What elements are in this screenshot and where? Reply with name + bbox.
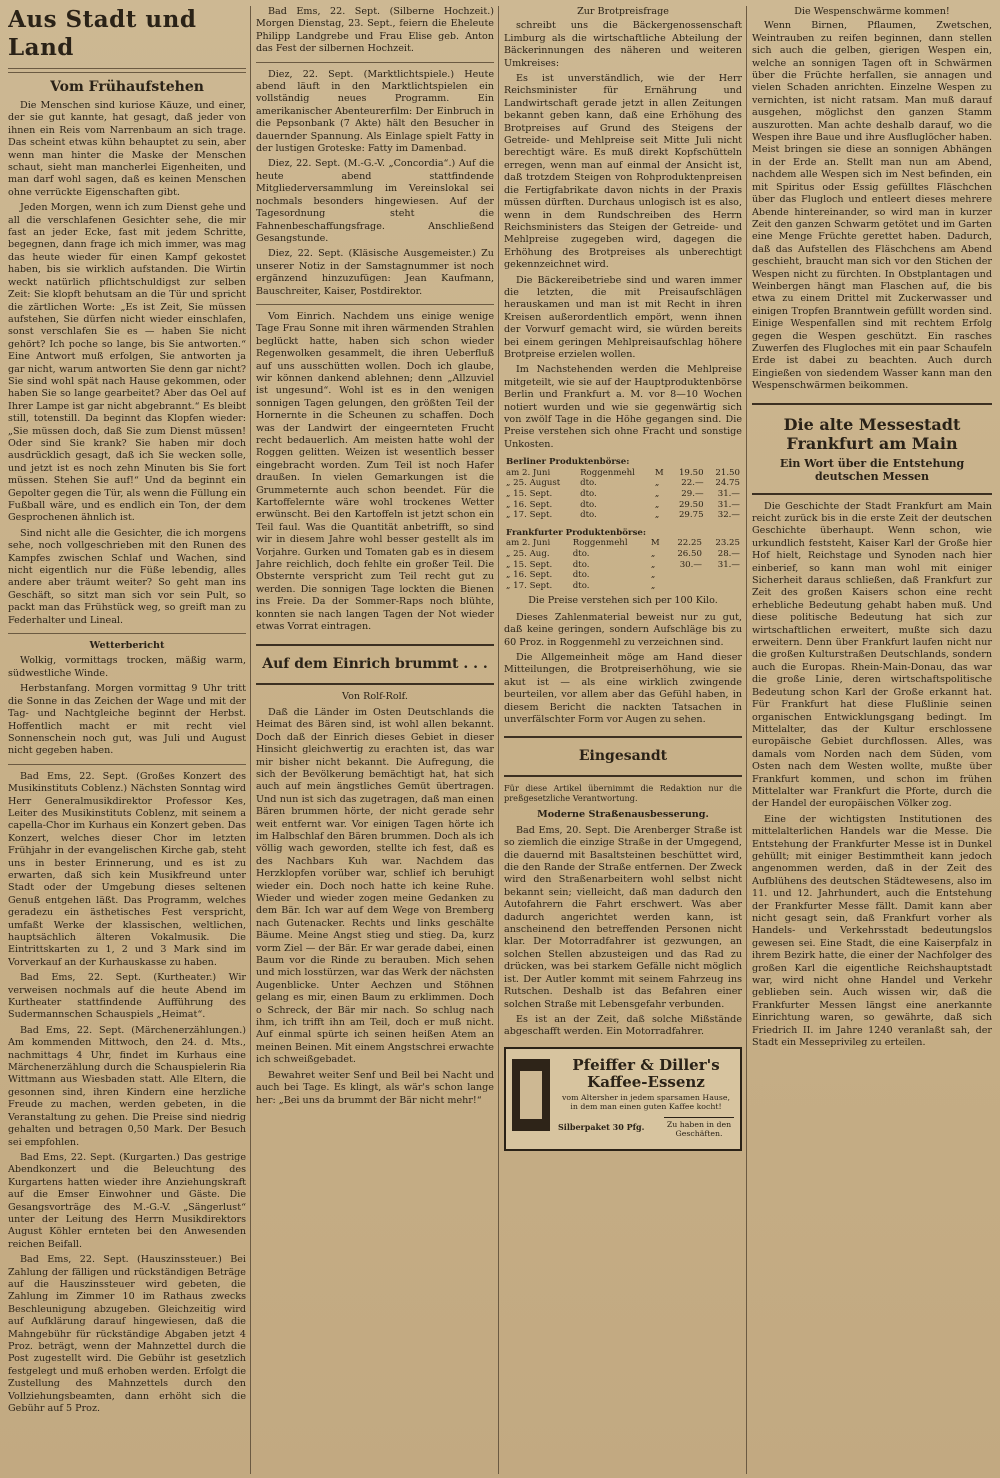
weather-heading: Wetterbericht <box>89 640 165 652</box>
divider <box>8 68 246 73</box>
story-byline: Von Rolf-Rolf. <box>342 690 408 702</box>
table-cell: „ <box>654 499 660 510</box>
divider <box>8 764 246 765</box>
table-row <box>504 560 742 571</box>
divider <box>8 633 246 634</box>
table-cell: „ <box>650 548 656 559</box>
news-item: Bad Ems, 22. Sept. (Märchenerzählungen.) Am kommenden Mittwoch, den 24. d. Mts., nachmittags 4 Uhr, findet im Kurhaus eine Märchenerzählung durch die Schauspielerin Ria Wittmann aus Wiesbaden statt. Alle Eltern, die gesonnen sind, ihren Kindern eine herzliche Freude zu machen, werden gebeten, in die Veranstaltung zu gehen. Die Preise sind niedrig gehalten und betragen 0,50 Mark. Der Besuch sei empfohlen. <box>8 1024 246 1148</box>
price-table-berlin <box>504 454 742 521</box>
advertisement <box>504 1047 742 1151</box>
table-cell: 22.25 <box>677 538 702 549</box>
table-cell: „ <box>650 559 656 570</box>
table-cell: am 2. Juni <box>506 467 551 478</box>
table-note: Die Preise verstehen sich per 100 Kilo. <box>528 595 718 607</box>
article-headline: Vom Frühaufstehen <box>50 79 204 95</box>
article-paragraph: schreibt uns die Bäckergenossenschaft Limburg als die wirtschaftliche Abteilung der Bäckerinnungen des näheren und weiteren Umkreises: <box>504 20 742 69</box>
table-cell: dto. <box>572 559 590 570</box>
article-paragraph: Die Bäckereibetriebe sind und waren immer die letzten, die mit Preisaufschlägen herauskamen und man ist mit Recht in ihren Kreisen außerordentlich empört, wenn ihnen der Vorwurf gemacht wird, sie würden bereits bei einem geringen Mehlpreisaufschlag höhere Brotpreise erzielen wollen. <box>504 274 742 360</box>
table-cell: M <box>654 467 664 478</box>
table-cell: „ 17. Sept. <box>506 510 553 521</box>
ad-price: Silberpaket 30 Pfg. <box>558 1121 645 1132</box>
table-cell: „ <box>654 510 660 521</box>
divider <box>256 304 494 305</box>
table-cell <box>666 581 704 592</box>
table-cell: „ 16. Sept. <box>506 570 553 581</box>
article-top-heading: Zur Brotpreisfrage <box>577 6 669 17</box>
table-cell: 29.75 <box>678 510 704 521</box>
news-item: Diez, 22. Sept. (M.-G.-V. „Concordia“.) Auf die heute abend stattfindende Mitgliederversammlung im Vereinslokal sei nochmals besonders hingewiesen. Auf der Tagesordnung steht die Fahnenbeschaffungsfrage. Anschließend Gesangstunde. <box>256 158 494 244</box>
table-cell: „ <box>654 478 660 489</box>
article-paragraph: Dieses Zahlenmaterial beweist nur zu gut, daß keine geringen, sondern Aufschläge bis zu 60 Proz. in Roggenmehl zu verzeichnen sind. <box>504 611 742 648</box>
table-cell <box>704 581 742 592</box>
price-table-frankfurt <box>504 525 742 592</box>
feature-headline: Die alte Messestadt Frankfurt am Main <box>783 414 961 453</box>
article-paragraph: Wenn Birnen, Pflaumen, Zwetschen, Weintrauben zu reifen beginnen, dann stellen sich auch die gelben, gierigen Wespen ein, welche an sonnigen Tagen oft in Schwärmen über die Früchte herfallen, sie annagen und vielen Schaden anrichten. Einzelne Wespen zu vernichten, ist nicht ratsam. Man muß darauf ausgehen, möglichst den ganzen Stamm auszurotten. Man achte deshalb darauf, wo die Wespen ihre Baue und ihre Ausfluglöcher haben. Meist bringen sie diese an sonnigen Abhängen in der Erde an. Stellt man nun am Abend, nachdem alle Wespen sich im Nest befinden, ein mit Spiritus oder Essig gefülltes Fläschchen über das Flugloch und entleert dieses mehrere Abende hintereinander, so wird man in kurzer Zeit den ganzen Schwarm getötet und im Garten eine Menge Früchte gerettet haben. Dadurch, daß das Aufstellen des Fläschchens am Abend geschieht, braucht man sich vor den Stichen der Wespen nicht zu fürchten. In Obstplantagen und Weinbergen hängt man Flaschen auf, die bis etwa zu einem Drittel mit Zuckerwasser und einigen Tropfen Branntwein gefüllt worden sind. Einige Wespenfallen sind mit rechtem Erfolg gegen die Wespen geschützt. Ein rasches Zuwerfen des Flugloches mit ein paar Schaufeln Erde ist dabei zu beachten. Auch durch Eingießen von siedendem Wasser kann man den Wespenschwärmen beikommen. <box>752 20 992 392</box>
article-paragraph: Im Nachstehenden werden die Mehlpreise mitgeteilt, wie sie auf der Hauptproduktenbörse Berlin und Frankfurt a. M. vor 8—10 Wochen notiert wurden und wie sie gegenwärtig sich von zwölf Tage in die Höhe gegangen sind. Die Preise verstehen sich ohne Fracht und sonstige Unkosten. <box>504 364 742 450</box>
article-paragraph: Eine der wichtigsten Institutionen des mittelalterlichen Handels war die Messe. Die Entstehung der Frankfurter Messe ist in Dunkel gehüllt; mit einiger Bestimmtheit kann jedoch angenommen werden, daß in der Zeit des Aufblühens des deutschen Städtewesens, also im 11. und 12. Jahrhundert, auch die Entstehung der Frankfurter Messe fällt. Damit kann aber nicht gesagt sein, daß Frankfurt vorher als Handels- und Verkehrsstadt bedeutungslos gewesen sei. Eine Stadt, die eine Kaiserpfalz in ihrem Bezirk hatte, die einer der Nachfolger des großen Karl die eigentliche Reichshauptstadt war, wird nicht ohne Handel und Verkehr geblieben sein. Auch wissen wir, daß die Frankfurter Messen längst eine anerkannte Einrichtung waren, so gewährte, daß sich Friedrich II. im Jahre 1240 veranlaßt sah, der Stadt ein Messeprivileg zu erteilen. <box>752 813 992 1049</box>
news-item: Vom Einrich. Nachdem uns einige wenige Tage Frau Sonne mit ihren wärmenden Strahlen beglückt hatte, haben sich schon wieder Regenwolken gesammelt, die ihren Ueberfluß auf uns ausschütten wollen. Doch ich glaube, wir können dankend ablehnen; denn „Allzuviel ist ungesund“. Wohl ist es in den wenigen sonnigen Tagen gelungen, den größten Teil der Hornernte in die Scheunen zu schaffen. Doch was der Landwirt der eingeernteten Frucht recht bedauerlich. Am meisten hatte wohl der Roggen gelitten. Weizen ist wesentlich besser eingebracht worden. Zum Teil ist noch Hafer draußen. In vielen Gemarkungen ist die Grummeternte auch schon beendet. Für die Kartoffelernte wäre wohl trockenes Wetter erwünscht. Bei den Kartoffeln ist jetzt schon ein Teil faul. Was die Quantität anbetrifft, so sind wir in diesem Jahre wohl besser gestellt als im Vorjahre. Gurken und Tomaten gab es in diesem Jahre reichlich, doch fehlte ein großer Teil. Die Obsternte verspricht zum Teil recht gut zu werden. Die sonnigen Tage lockten die Bienen ins Freie. Da der Sommer-Raps noch blühte, konnten sie nach langen Tagen der Not wieder etwas Vorrat eintragen. <box>256 310 494 633</box>
table-caption: Berliner Produktenbörse: <box>506 457 630 468</box>
table-cell: 21.50 <box>715 467 740 478</box>
article-paragraph: Die Geschichte der Stadt Frankfurt am Main reicht zurück bis in die erste Zeit der deutschen Geschichte überhaupt. Wenn schon, wie urkundlich feststeht, Kaiser Karl der Große hier Hof hielt, Reichstage und Synoden nach hier einberief, so kann man wohl mit einiger Sicherheit daraus schließen, daß Frankfurt zur Zeit des großen Kaisers schon eine recht erhebliche Bedeutung gehabt haben muß. Und diese politische Bedeutung hat sich zur wirtschaftlichen erweitert, mußte sich dazu erweitern. Denn über Frankfurt laufen nicht nur die großen Kulturstraßen Deutschlands, sondern auch die Europas. Rhein-Main-Donau, das war die große Linie, deren wirtschaftspolitische Bedeutung schon Karl der Große erkannt hat. Für Frankfurt hat diese Flußlinie seinen organischen Entwicklungsgang bedingt. Im Mittelalter, das der Kultur erschlossene europäische Gebiet durchflossen. Alles, was damals vom Norden nach dem Süden, vom Osten nach dem Westen wollte, mußte über Frankfurt kommen, und schon im frühen Mittelalter war Frankfurt die Pforte, durch die der Handel der europäischen Völker zog. <box>752 500 992 810</box>
table-cell: 28.— <box>717 548 740 559</box>
table-cell: dto. <box>572 580 590 591</box>
coffee-can-icon <box>512 1059 550 1131</box>
table-cell: M <box>650 538 660 549</box>
section-masthead: Aus Stadt und Land <box>8 6 197 61</box>
column-rule <box>498 6 499 1474</box>
table-cell: 31.— <box>717 489 740 499</box>
sent-paragraph: Bad Ems, 20. Sept. Die Arenberger Straße ist so ziemlich die einzige Straße in der Umgegend, die dauernd mit Basaltsteinen beschüttet wird, die den Rande der Straße entfernen. Der Zweck wird den Straßenarbeitern wohl selbst nicht bekannt sein; vielleicht, daß man dadurch den Autofahrern die Fahrt erschwert. Was aber dadurch angerichtet werden kann, ist anscheinend den betreffenden Personen nicht klar. Der Motorradfahrer ist gezwungen, an solchen Stellen abzusteigen und das Rad zu drücken, was bei starkem Gefälle nicht möglich ist. Der Autler kommt mit seinem Fahrzeug ins Rutschen. Deshalb ist das Befahren einer solchen Straße mit Lebensgefahr verbunden. <box>504 824 742 1010</box>
story-paragraph: Daß die Länder im Osten Deutschlands die Heimat des Bären sind, ist wohl allen bekannt. Doch daß der Einrich dieses Gebiet in dieser Hinsicht gleichwertig zu erachten ist, das war mir bisher nicht bekannt. Die Aufregung, die sich der Bevölkerung bemächtigt hat, hat sich auch auf mein ängstliches Gemüt übertragen. Und nun ist sich das zugetragen, daß man einen Bären brummen hörte, der nicht gerade sehr weit entfernt war. Vor einigen Tagen hörte ich im Halbschlaf den Bären brummen. Doch als ich völlig wach geworden, stellte ich fest, daß es des Nachbars Kuh war. Nachdem das Herzklopfen vorüber war, schlief ich beruhigt wieder ein. Doch noch hatte ich keine Ruhe. Wieder und wieder zogen meine Gedanken zu dem Bär. Ich war auf dem Wege von Bremberg nach Gutenacker. Rechts und links geschälte Bäume. Meine Angst stieg und stieg. Da, kurz vorm Ziel — der Bär. Er war gerade dabei, einen Baum vor die Rinde zu berauben. Mich sehen und mich losstürzen, war das Werk der nächsten Augenblicke. Unter Aechzen und Stöhnen gelang es mir, einen Baum zu erklimmen. Doch o Schreck, der Bär mir nach. So schlug nach ihm, ich trifft ihn am Teil, doch er muß nicht. Auf einmal spürte ich seinen heißen Atem an meinen Beinen. Mit einem Angstschrei erwachte ich schweißgebadet. <box>256 706 494 1066</box>
story-header-box <box>256 644 494 685</box>
table-cell: 32.— <box>717 510 740 521</box>
article-paragraph: Es ist unverständlich, wie der Herr Reichsminister für Ernährung und Landwirtschaft gerade jetzt in allen Zeitungen bekannt geben kann, daß eine Erhöhung des Brotpreises auf Grund des Steigens der Getreide- und Mehlpreise seit Mitte Juli nicht berechtigt wäre. Es muß direkt Kopfschütteln erregen, wenn man auf einmal der Ansicht ist, daß trotzdem Steigen von Rohproduktenpreisen die Fertigfabrikate davon nichts in der Praxis müssen dürften. Durchaus unlogisch ist es also, wenn in dem Rundschreiben des Herrn Reichsministers das Steigen der Getreide- und Mehlpreise zugegeben wird, dagegen die Erhöhung des Brotpreises als unberechtigt gekennzeichnet wird. <box>504 73 742 271</box>
news-item: Bad Ems, 22. Sept. (Großes Konzert des Musikinstituts Coblenz.) Nächsten Sonntag wird Herr Generalmusikdirektor Professor Kes, Leiter des Musikinstituts Coblenz, mit seinem a capella-Chor im Kurhaus ein Konzert geben. Das Konzert, welches dieser Chor im letzten Frühjahr in der evangelischen Kirche gab, steht uns in bester Erinnerung, und es ist zu erwarten, daß sich kein Musikfreund unter Stadt oder der Umgebung dieses seltenen Genuß entgehen läßt. Das Programm, welches geradezu ein ästhetisches Fest verspricht, umfaßt Werke der klassischen, weltlichen, hauptsächlich älteren Vokalmusik. Die Eintrittskarten zu 1, 2 und 3 Mark sind im Vorverkauf an der Kurhauskasse zu haben. <box>8 770 246 968</box>
table-cell: 30.— <box>679 559 702 570</box>
table-row <box>504 468 742 479</box>
table-cell: dto. <box>580 489 597 499</box>
news-item: Diez, 22. Sept. (Marktlichtspiele.) Heute abend läuft in den Marktlichtspielen ein vollständig neues Programm. Ein amerikanischer Abenteurerfilm: Der Einbruch in die Pepsonbank (7 Akte) hält den Besucher in dauernder Spannung. Als Einlage spielt Fatty in der lustigen Groteske: Fatty im Damenbad. <box>256 68 494 155</box>
article-paragraph: Die Allgemeinheit möge am Hand dieser Mitteilungen, die Brotpreiserhöhung, wie sie akut ist — als eine wirklich zwingende beurteilen, vor allem aber das Gefühl haben, in diesem Bericht die nackten Tatsachen in unverfälschter Form vor Augen zu sehen. <box>504 651 742 725</box>
table-cell: am 2. Juni <box>506 538 551 549</box>
table-cell: dto. <box>580 510 597 521</box>
table-caption: Frankfurter Produktenbörse: <box>506 527 647 538</box>
column-rule <box>250 6 251 1474</box>
article-top-heading: Die Wespenschwärme kommen! <box>794 6 950 17</box>
table-cell: 29.50 <box>678 499 704 510</box>
table-cell: 29.— <box>681 489 704 499</box>
article-paragraph: Die Menschen sind kuriose Käuze, und einer, der sie gut kannte, hat gesagt, daß jeder von ihnen ein Reis vom Narrenbaum an sich trage. Das scheint etwas kühn behauptet zu sein, aber wenn man hinter die Maske der Menschen schaut, sieht man mancherlei Eigenheiten, und man darf wohl sagen, daß es keinen Menschen ohne verrückte Eigenschaften gibt. <box>8 100 246 198</box>
table-cell: dto. <box>580 478 597 489</box>
article-paragraph: Sind nicht alle die Gesichter, die ich morgens sehe, noch vollgeschrieben mit den Runen des Kampfes zwischen Schlaf und Wachen, sind nicht eigentlich nur die Füße lebendig, alles andere aber träumt weiter? So geht man ins Geschäft, so sitzt man sich vor sein Pult, so packt man das Frühstück weg, so greift man zu Federhalter und Lineal. <box>8 527 246 626</box>
table-cell: „ 25. August <box>506 478 561 489</box>
sent-heading: Eingesandt <box>578 748 668 765</box>
news-item: Bad Ems, 22. Sept. (Kurgarten.) Das gestrige Abendkonzert und die Beleuchtung des Kurgartens hatten wieder ihre Anziehungskraft auf die Emser Einwohner und Gäste. Die Gesangsvorträge des M.-G.-V. „Sängerlust“ unter der Leitung des Herrn Musikdirektors August Köhler ernteten bei den Anwesenden reichen Beifall. <box>8 1151 246 1250</box>
table-cell: dto. <box>572 570 590 581</box>
table-cell <box>666 570 704 581</box>
table-row <box>504 549 742 560</box>
table-row <box>504 489 742 500</box>
story-paragraph: Bewahret weiter Senf und Beil bei Nacht und auch bei Tage. Es klingt, als wär's schon lange her: „Bei uns da brummt der Bär nicht mehr!“ <box>256 1069 494 1106</box>
table-cell: „ 15. Sept. <box>506 489 553 499</box>
table-cell: „ <box>650 570 656 581</box>
table-cell: 31.— <box>717 499 740 510</box>
table-row <box>504 570 742 581</box>
table-cell: dto. <box>572 548 590 559</box>
story-headline: Auf dem Einrich brummt . . . <box>262 655 488 672</box>
table-cell: 22.— <box>681 478 704 489</box>
weather-text: Wolkig, vormittags trocken, mäßig warm, südwestliche Winde. <box>8 655 246 679</box>
table-row <box>504 500 742 511</box>
column-2 <box>256 6 494 1474</box>
column-rule <box>746 6 747 1474</box>
table-row <box>504 581 742 592</box>
table-cell: 19.50 <box>678 467 704 478</box>
table-cell: „ <box>654 489 660 499</box>
article-paragraph: Jeden Morgen, wenn ich zum Dienst gehe und all die verschlafenen Gesichter sehe, die mir fast an jeder Ecke, fast mit jedem Schritte, begegnen, dann frage ich mich immer, was mag das heute wieder für einen Kampf gekostet haben, bis sie wirklich aufstanden. Die Wirtin weckt natürlich pflichtschuldigst zur selben Zeit: Sie klopft behutsam an die Tür und spricht die zärtlichen Worte: „Es ist Zeit, Sie müssen aufstehen, Sie dürfen nicht wieder einschlafen, sonst verschlafen Sie es — haben Sie nicht gehört? Ich poche so lange, bis Sie antworten.“ Eine Antwort muß erfolgen, Sie antworten ja gar nicht, warum antworten Sie denn gar nicht? Sie sind wohl spät nach Hause gekommen, oder haben Sie so lange gearbeitet? Aber das Oel auf Ihrer Lampe ist gar nicht abgebrannt.“ Es bleibt still, totenstill. Da beginnt das Klopfen wieder: „Sie müssen doch, daß Sie zum Dienst müssen! Oder sind Sie krank? Sie haben mir doch ausdrücklich gesagt, daß ich Sie wecken solle, und jetzt ist es noch zehn Minuten bis Sie fort müssen. Stehen Sie auf!“ Und da beginnt ein Gepolter gegen die Tür, als wenn die Füllung ein Fußball wäre, und es endlich ein Ton, der dem Gesprochenen ähnlich ist. <box>8 202 246 524</box>
news-item: Diez, 22. Sept. (Kläsische Ausgemeister.) Zu unserer Notiz in der Samstagnummer ist noch ergänzend hinzuzufügen: Jean Kaufmann, Bauschreiter, Kaiser, Postdirektor. <box>256 248 494 297</box>
ad-shop: Zu haben in den Geschäften. <box>664 1117 734 1139</box>
ad-brand: Pfeiffer & Diller's Kaffee-Essenz <box>572 1055 720 1091</box>
divider <box>256 62 494 63</box>
table-cell: 31.— <box>717 559 740 570</box>
table-cell: 26.50 <box>677 548 702 559</box>
weather-forecast: Herbstanfang. Morgen vormittag 9 Uhr tritt die Sonne in das Zeichen der Wage und mit der Tag- und Nachtgleiche beginnt der Herbst. Hoffentlich macht er mit recht viel Sonnenschein noch gut, was Juli und August nicht gegeben haben. <box>8 683 246 757</box>
sent-paragraph: Es ist an der Zeit, daß solche Mißstände abgeschafft werden. Ein Motorradfahrer. <box>504 1013 742 1038</box>
table-cell: „ 15. Sept. <box>506 559 553 570</box>
table-cell: Roggenmehl <box>580 467 635 478</box>
table-row <box>504 538 742 549</box>
table-cell: „ 16. Sept. <box>506 499 553 510</box>
table-cell: Roggenmehl <box>572 538 628 549</box>
ad-tagline: vom Altersher in jedem sparsamen Hause, in dem man einen guten Kaffee kocht! <box>561 1092 730 1112</box>
sent-title: Moderne Straßenausbesserung. <box>537 809 709 821</box>
table-cell: 24.75 <box>715 478 740 489</box>
table-row <box>504 510 742 521</box>
sent-note: Für diese Artikel übernimmt die Redaktion nur die preßgesetzliche Verantwortung. <box>504 783 742 804</box>
table-cell: „ 25. Aug. <box>506 548 550 559</box>
table-cell: „ 17. Sept. <box>506 580 553 591</box>
table-cell: dto. <box>580 499 597 510</box>
column-3 <box>504 6 742 1474</box>
column-1 <box>8 6 246 1474</box>
feature-subhead: Ein Wort über die Entstehung deutschen Messen <box>779 456 965 483</box>
sent-header-box <box>504 736 742 777</box>
table-cell: 23.25 <box>715 538 740 549</box>
news-item: Bad Ems, 22. Sept. (Hauszinssteuer.) Bei Zahlung der fälligen und rückständigen Beträge auf die Hauszinssteuer wird gebeten, die Zahlung im Zimmer 10 im Rathaus zwecks Beschleunigung abzugeben. Gleichzeitig wird auf Aufklärung darauf hingewiesen, daß die Mahngebühr für rückständige Abgaben jetzt 4 Proz. beträgt, wenn der Mahnzettel durch die Post zugestellt wird. Die Gebühr ist gesetzlich festgelegt und muß erhoben werden. Erfolgt die Zustellung des Mahnzettels durch den Vollziehungsbeamten, dann erhöht sich die Gebühr auf 5 Proz. <box>8 1254 246 1415</box>
news-item: Bad Ems, 22. Sept. (Silberne Hochzeit.) Morgen Dienstag, 23. Sept., feiern die Eheleute Philipp Landgrebe und Frau Elise geb. Anton das Fest der silbernen Hochzeit. <box>256 6 494 55</box>
news-item: Bad Ems, 22. Sept. (Kurtheater.) Wir verweisen nochmals auf die heute Abend im Kurtheater stattfindende Aufführung des Sudermannschen Schauspiels „Heimat“. <box>8 972 246 1021</box>
table-cell: „ <box>650 580 656 591</box>
table-cell <box>704 570 742 581</box>
feature-header-box <box>752 403 992 495</box>
table-row <box>504 478 742 489</box>
column-4 <box>752 6 992 1474</box>
